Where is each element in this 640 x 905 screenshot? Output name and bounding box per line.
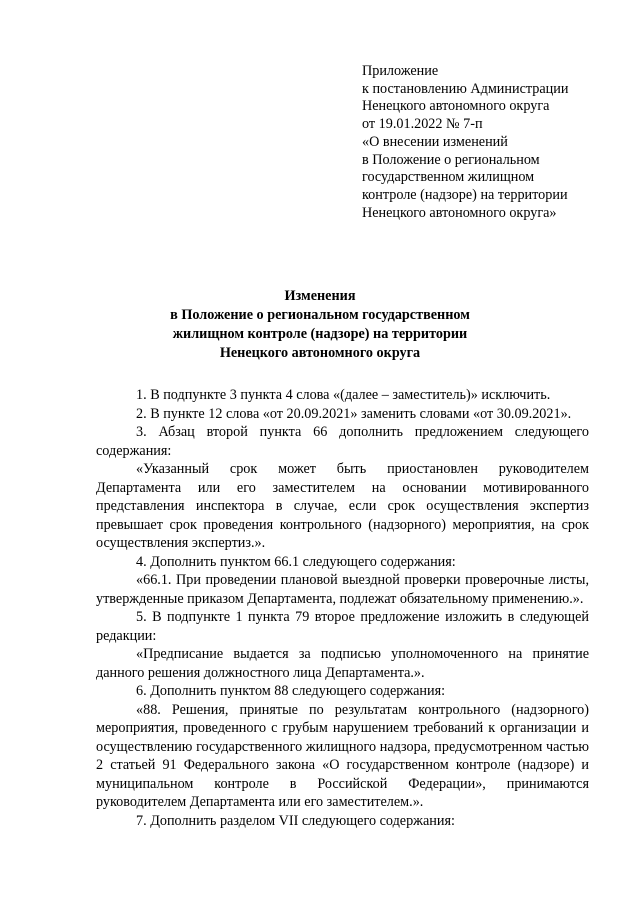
paragraph-4: 4. Дополнить пунктом 66.1 следующего содержания: [136, 553, 456, 570]
appendix-line: Ненецкого автономного округа [362, 98, 550, 115]
paragraph-quote-88: «88. Решения, принятые по результатам контрольного (надзорного) мероприятия, проведенного с грубым нарушением требований к организации и осуществлению государственного жилищного надзора, предусмотренном частью 2 статьей 91 Федерального закона «О государственном контроле (надзоре) и муниципальном контроле в Российской Федерации», принимаются руководителем Департамента или его заместителем.». [96, 701, 589, 810]
appendix-line: контроле (надзоре) на территории [362, 186, 568, 203]
appendix-line: в Положение о региональном [362, 151, 540, 168]
appendix-line: от 19.01.2022 № 7-п [362, 116, 483, 133]
document-title [60, 287, 580, 363]
paragraph-quote-66-1: «66.1. При проведении плановой выездной проверки проверочные листы, утвержденные приказом Департамента, подлежат обязательному применению.». [96, 572, 589, 607]
document-body [96, 386, 589, 830]
appendix-line: государственном жилищном [362, 169, 535, 186]
appendix-header [362, 63, 632, 222]
appendix-line: Ненецкого автономного округа» [362, 204, 557, 221]
paragraph-quote-79: «Предписание выдается за подписью уполномоченного на принятие данного решения должностного лица Департамента.». [96, 646, 589, 681]
paragraph-6: 6. Дополнить пунктом 88 следующего содержания: [136, 683, 446, 699]
title-line: Изменения [284, 288, 356, 304]
paragraph-3: 3. Абзац второй пункта 66 дополнить предложением следующего содержания: [96, 424, 589, 459]
paragraph-1: 1. В подпункте 3 пункта 4 слова «(далее – заместитель)» исключить. [136, 387, 551, 403]
title-line: в Положение о региональном государственном [170, 307, 470, 323]
paragraph-quote-66: «Указанный срок может быть приостановлен руководителем Департамента или его заместителем на основании мотивированного представления инспектора в случае, если срок осуществления экспертиз превышает срок проведения контрольного (надзорного) мероприятия, на срок осуществления экспертиз.». [96, 461, 589, 551]
appendix-line: Приложение [362, 63, 439, 79]
title-line: Ненецкого автономного округа [219, 345, 421, 361]
appendix-line: к постановлению Администрации [362, 80, 569, 97]
paragraph-7: 7. Дополнить разделом VII следующего содержания: [136, 812, 455, 829]
paragraph-5: 5. В подпункте 1 пункта 79 второе предложение изложить в следующей редакции: [96, 609, 589, 644]
title-line: жилищном контроле (надзоре) на территории [172, 326, 468, 342]
paragraph-2: 2. В пункте 12 слова «от 20.09.2021» заменить словами «от 30.09.2021». [136, 405, 572, 422]
appendix-line: «О внесении изменений [362, 133, 508, 150]
